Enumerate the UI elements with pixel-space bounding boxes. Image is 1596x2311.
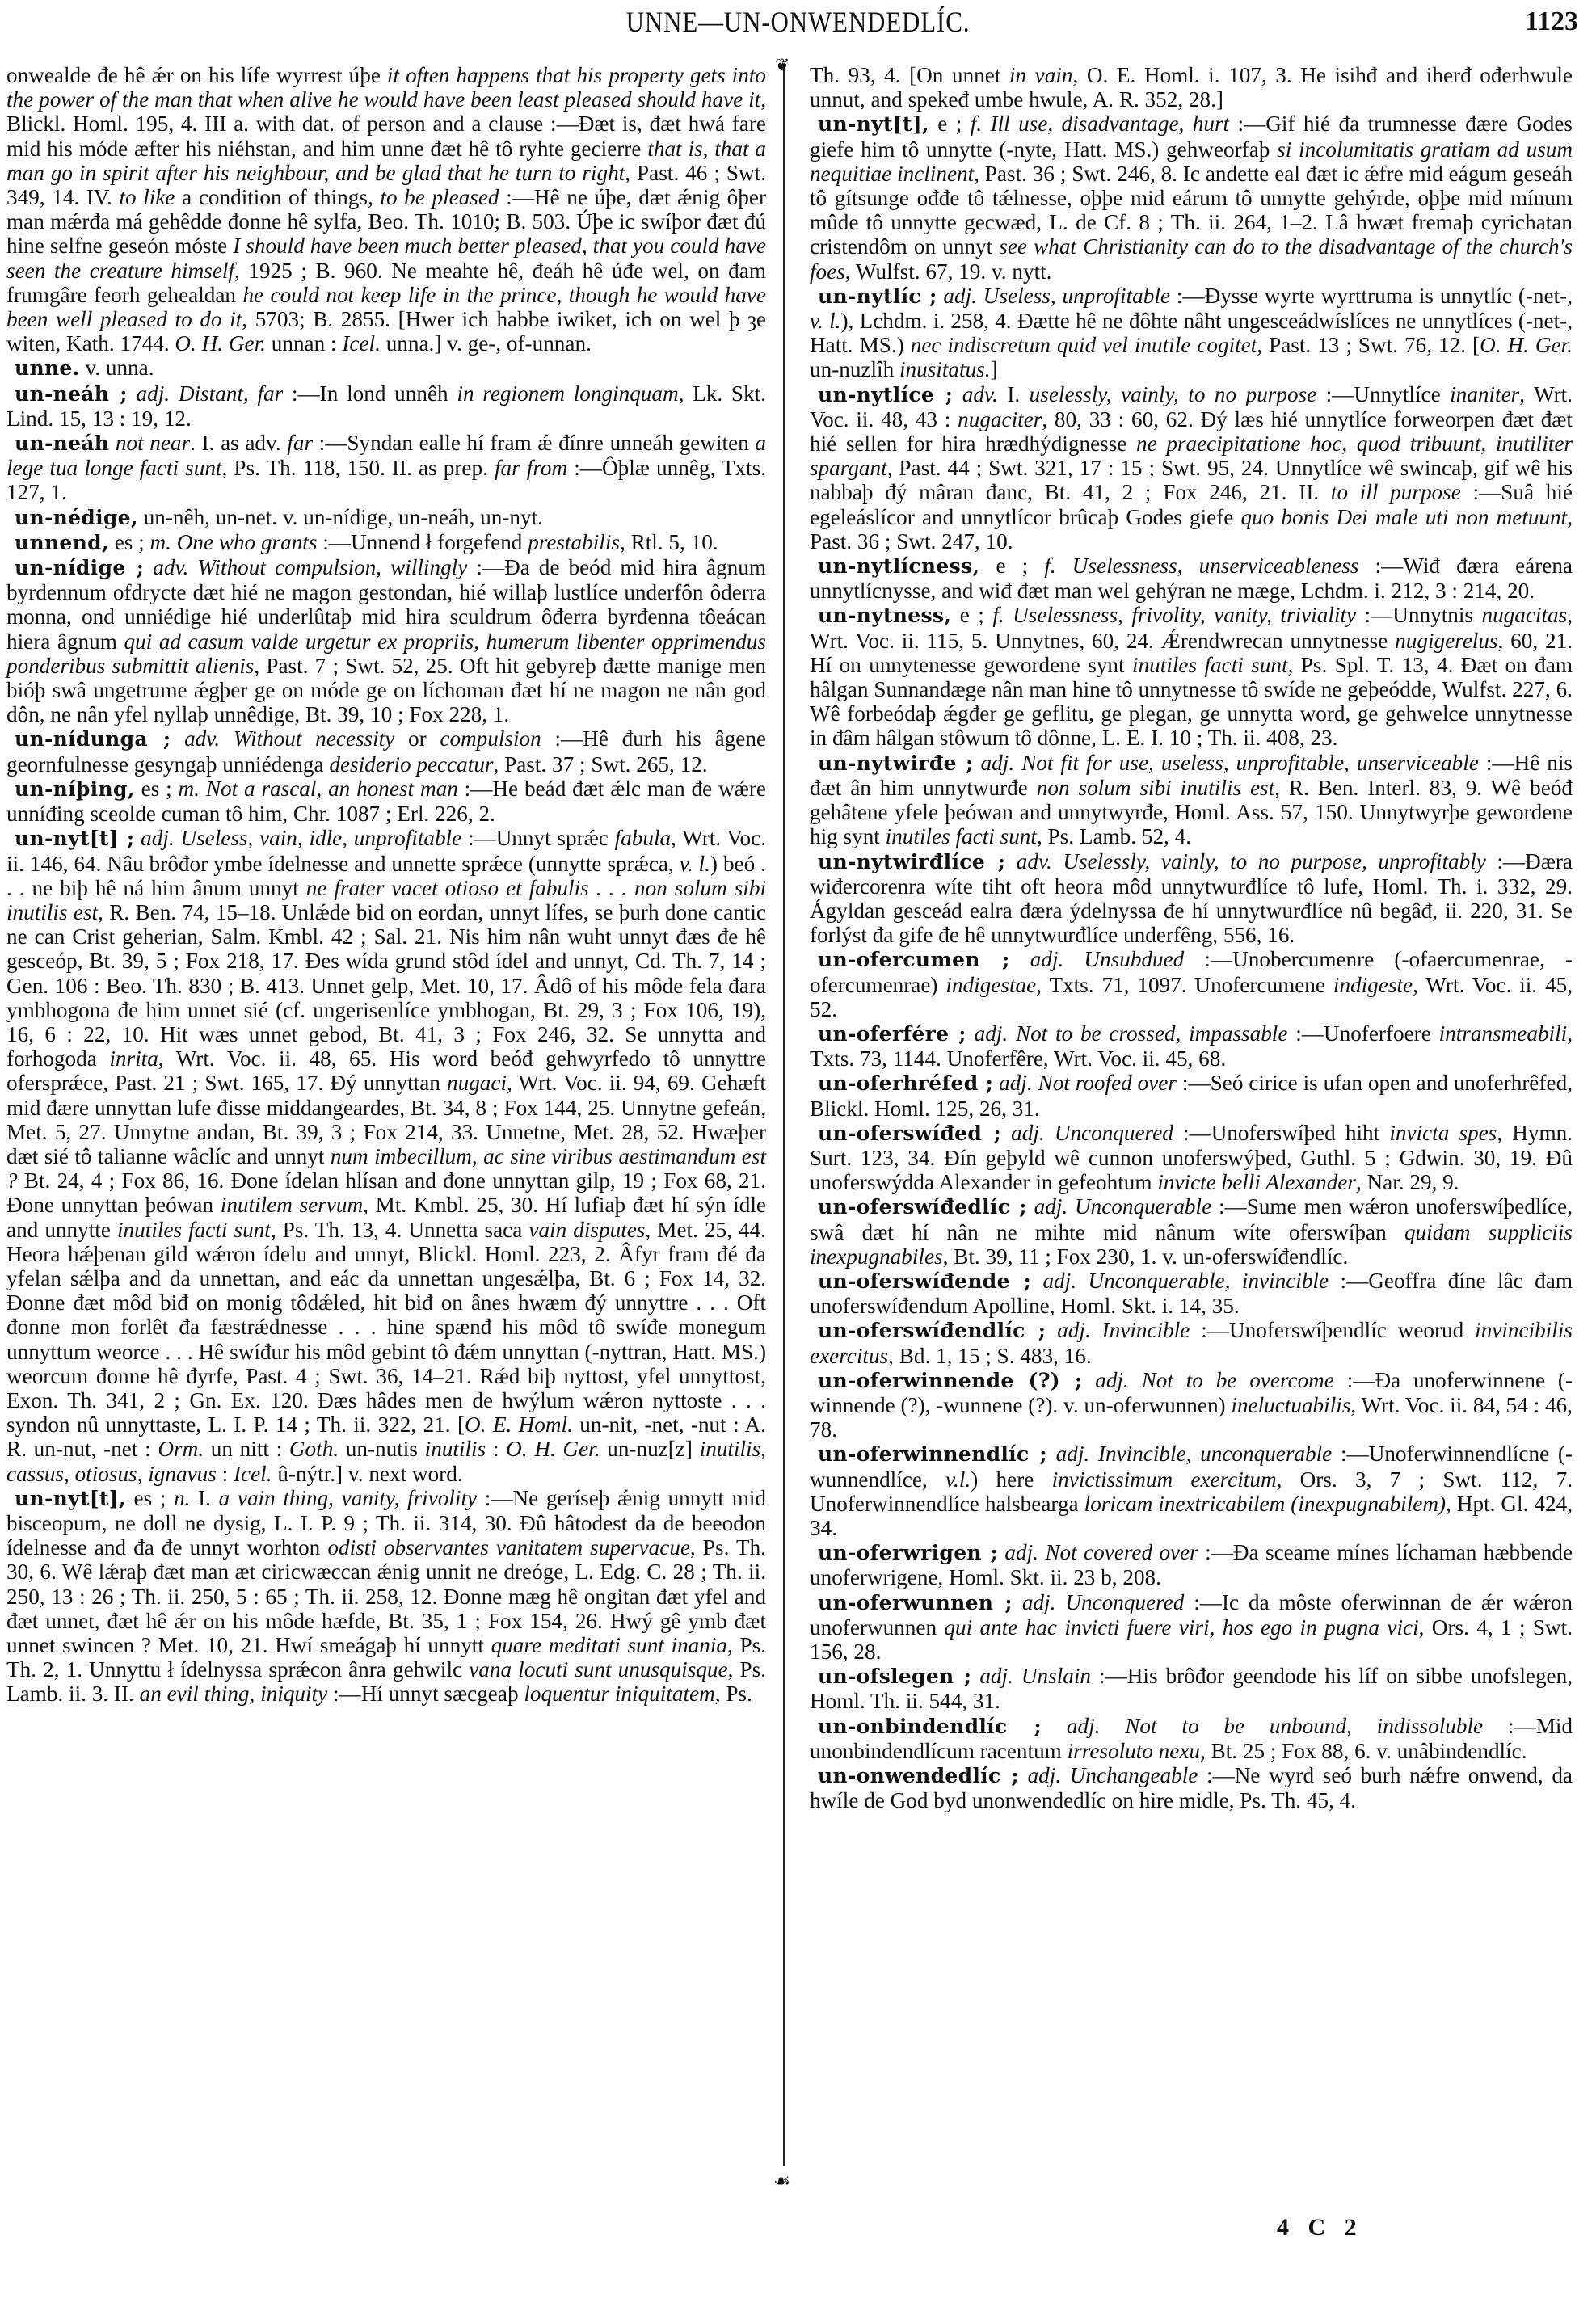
entry-text: :—Unnyt sprǽc <box>461 826 615 851</box>
italic-gloss: f. Uselessness, unserviceableness <box>1044 554 1359 579</box>
headword: unne. <box>15 356 80 381</box>
entry-text: :—Gif hié đa trumnesse đære Godes giefe him tô unnytte (-nyte, Hatt. MS.) gehweorfaþ <box>810 112 1573 162</box>
entry-text: :—Hê ne úþe, đæt ǽnig ôþer man mǽrđa má gehêdde đonne hê sylfa, Beo. Th. 1010; B. 503. Úþe ic swíþor đæt đú hine selfne geseón móste <box>6 185 766 259</box>
headword: un-onwendedlíc ; <box>818 1764 1019 1788</box>
italic-gloss: adj. Unsubdued <box>1009 947 1185 972</box>
italic-gloss: that is, that a man go in spirit after his neighbour, and be glad that he turn to right <box>6 136 766 185</box>
entry-text: , 80, 33 : 60, 62. Đý læs hié unnytlíce forweorpen đæt đæt hié sellen for hira hrædhýdignesse <box>810 406 1573 457</box>
headword: un-nytlíce ; <box>818 382 954 406</box>
italic-gloss: vana locuti sunt unusquisque <box>469 1657 728 1682</box>
entry-text: :—Seó cirice is ufan open and unoferhrêfed, Blickl. Homl. 125, 26, 31. <box>810 1071 1573 1121</box>
italic-gloss: inrita <box>109 1046 158 1071</box>
entry-text: e ; <box>929 112 971 137</box>
italic-gloss: adj. Unconquerable <box>1026 1194 1212 1219</box>
entry-text: , Wrt. Voc. ii. 48, 65. His word beóđ gehwyrfedo tô unnyttre ofersprǽce, Past. 21 ; Swt. 165, 17. Đý unnyttan <box>6 1046 766 1096</box>
dictionary-entry <box>810 284 1573 382</box>
entry-text: , Past. 36 ; Swt. 246, 8. Ic andette eal đæt ic ǽfre mid eágum geseáh tô gítsunge ođđe tô tǽlnesse, oþþe mid eárum tô unnytte gehýrde, oþþe mid mínum mûđe tô unnytte gecwæđ, L. de Cf. 8 ; Th. ii. 264, 1–2. Lâ hwæt fremaþ cyrichatan cristendôm on unnyt <box>810 161 1573 259</box>
dictionary-entry <box>6 555 766 726</box>
running-title: UNNE—UN-ONWENDEDLÍC. <box>625 6 971 38</box>
italic-gloss: f. Ill use, disadvantage, hurt <box>970 112 1230 137</box>
italic-gloss: adv. Without compulsion, willingly <box>144 555 468 580</box>
entry-text: :—Hí unnyt sæcgeaþ <box>327 1682 524 1707</box>
italic-gloss: qui ante hac invicti fuere viri, hos ego in pugna vici <box>944 1614 1419 1640</box>
entry-text: un-nêh, un-net. v. un-nídige, un-neáh, un-nyt. <box>137 504 543 529</box>
entry-text: un-nit, -net, -nut : A. R. un-nut, -net : <box>6 1412 766 1462</box>
italic-gloss: nugigerelus <box>1395 628 1498 653</box>
headword: un-nytlícness, <box>818 554 980 579</box>
italic-gloss: quare meditati sunt inania <box>491 1633 728 1657</box>
entry-text: :—Geoffra đíne lâc đam unoferswíđendum Apolline, Homl. Skt. i. 14, 35. <box>810 1268 1573 1319</box>
entry-text: :—Unoferwinnendlícne (-wunnendlíce, <box>810 1442 1573 1492</box>
headword: un-ofercumen ; <box>818 948 1010 972</box>
italic-gloss: v. l. <box>679 851 710 876</box>
entry-text: :—Wiđ đæra eárena unnytlícnysse, and wiđ đæt man wel gehýran ne mæge, Lchdm. i. 212, 3 : 214, 20. <box>810 554 1573 604</box>
italic-gloss: odisti observantes vanitatem supervacue <box>327 1535 690 1560</box>
entry-text: :—Đa unoferwinnene (-winnende (?), -wunnene (?). v. un-oferwunnen) <box>810 1367 1573 1417</box>
italic-gloss: adj. Not to be overcome <box>1082 1367 1334 1392</box>
entry-text: :—Syndan ealle hí fram ǽ đínre unneáh gewiten <box>313 431 756 456</box>
entry-text: a condition of things, <box>175 185 381 210</box>
entry-text: :—Mid unonbindendlícum racentum <box>810 1713 1573 1763</box>
dictionary-entry <box>6 505 766 530</box>
entry-text: :—Unoferswíþendlíc weorud <box>1190 1318 1476 1343</box>
entry-text: :—Đa sceame mínes líchaman hæbbende unoferwrigene, Homl. Skt. ii. 23 b, 208. <box>810 1540 1573 1590</box>
dictionary-entry <box>6 530 766 555</box>
headword: un-nídige ; <box>15 556 145 580</box>
italic-gloss: O. H. Ger. <box>1480 333 1573 358</box>
headword: un-oferhréfed ; <box>818 1071 994 1096</box>
headword: un-nédige, <box>15 505 138 529</box>
italic-gloss: to be pleased <box>380 185 499 210</box>
italic-gloss: he could not keep life in the prince, though he would have been well pleased to do it <box>6 282 766 332</box>
italic-gloss: adj. Not covered over <box>998 1540 1198 1565</box>
italic-gloss: intransmeabili <box>1438 1021 1568 1046</box>
entry-text: , Met. 25, 44. Heora hǽþenan gild wǽron ídelu and unnyt, Blickl. Homl. 223, 2. Âfyr fram đé đa yfelan sǽlþa and đa unnettan, and eác đa unnettan ungesǽlþa, Bt. 6 ; Fox 14, 32. Đonne đæt môd biđ on monig tôdǽled, hit biđ on ânes hwæm đý unnyttre . . . Oft đonne mon forlêt đa fæstrǽdnesse . . . hine spænđ his môd tô swíđe monegum unnyttum weorce . . . Hê swíđur his môd gebint tô đǽm unnyttan (-nyttran, Hatt. MS.) weorcum đonne hê đyrfe, Past. 4 ; Swt. 36, 14–21. Rǽd biþ nyttost, yfel unnyttost, Exon. Th. 341, 2 ; Gn. Ex. 120. Đæs hâdes men đe hwýlum wǽron nyttoste . . . syndon nû unnyttaste, L. I. P. 14 ; Th. ii. 322, 21. [ <box>6 1217 766 1438</box>
entry-text: : <box>486 1437 507 1462</box>
italic-gloss: inutilis, cassus, otiosus, ignavus <box>6 1437 766 1486</box>
italic-gloss: far <box>287 431 314 456</box>
entry-text: , Txts. 73, 1144. Unoferfêre, Wrt. Voc. ii. 45, 68. <box>810 1021 1573 1071</box>
italic-gloss: adj. Distant, far <box>127 381 284 406</box>
entry-text: unnan : <box>265 331 343 356</box>
italic-gloss: it often happens that his property gets into the power of the man that when alive he would have been least pleased should have it <box>6 63 766 112</box>
italic-gloss: irresoluto nexu <box>1067 1738 1200 1763</box>
italic-gloss: adj. Useless, vain, idle, unprofitable <box>134 826 462 851</box>
entry-text: :—Hê nis đæt ân him unnytwurđe <box>810 750 1573 800</box>
italic-gloss: adj. Invincible, unconquerable <box>1046 1442 1333 1467</box>
entry-text: onwealde đe hê ǽr on his lífe wyrrest úþe <box>6 63 387 87</box>
italic-gloss: adj. Invincible <box>1046 1318 1190 1343</box>
entry-text: :—Ne wyrđ seó burh nǽfre onwend, đa hwíle đe God byđ unonwendedlíc on hire midle, Ps. Th. 45, 4. <box>810 1763 1573 1813</box>
divider-ornament-top-icon: ❦ <box>775 55 790 75</box>
italic-gloss: adj. Unchangeable <box>1018 1763 1198 1788</box>
dictionary-entry <box>810 1194 1573 1269</box>
entry-text: es ; <box>125 1485 175 1510</box>
printer-signature-mark: 4 C 2 <box>1277 2214 1363 2241</box>
italic-gloss: inusitatus. <box>899 357 991 382</box>
entry-text: un nitt : <box>204 1437 289 1462</box>
entry-text: , Past. 36 ; Swt. 247, 10. <box>810 504 1573 554</box>
entry-text: un-nuz[z] <box>600 1437 700 1462</box>
headword: un-oferswíđendlíc ; <box>818 1319 1046 1343</box>
headword: un-nídunga ; <box>15 727 171 751</box>
italic-gloss: ineluctuabilis <box>1231 1392 1351 1417</box>
dictionary-entry <box>6 726 766 776</box>
entry-text: , Past. 13 ; Swt. 76, 12. [ <box>1257 333 1480 358</box>
entry-text: e ; <box>951 603 993 628</box>
entry-text: , O. E. Homl. i. 107, 3. He isihđ and iherđ ođerhwule unnut, and spekeđ umbe hwule, A. R. 352, 28.] <box>810 63 1573 112</box>
entry-text: . I. as adv. <box>190 431 288 456</box>
entry-text: ) here <box>971 1467 1052 1492</box>
entry-text: :—Unoferswíþed hiht <box>1173 1120 1390 1145</box>
entry-text: , Txts. 71, 1097. Unofercumene <box>1036 972 1333 997</box>
entry-text: , Past. 46 ; Swt. 349, 14. IV. <box>6 160 766 210</box>
dictionary-entry <box>810 112 1573 283</box>
left-column <box>6 63 766 1707</box>
italic-gloss: indigestae <box>945 972 1037 997</box>
italic-gloss: invincibilis exercitus <box>810 1318 1573 1368</box>
entry-text: :—Ôþlæ unnêg, Txts. 127, 1. <box>6 456 766 505</box>
entry-text: , Wrt. Voc. ii. 115, 5. Unnytnes, 60, 24. Ǽrendwrecan unnytnesse <box>810 603 1573 653</box>
dictionary-entry <box>810 1368 1573 1442</box>
italic-gloss: Icel. <box>233 1461 272 1486</box>
entry-text: un-nuzlîh <box>810 357 899 382</box>
dictionary-entry <box>810 1318 1573 1367</box>
italic-gloss: adj. Not fit for use, useless, unprofitable, unserviceable <box>973 750 1479 775</box>
entry-text: , Wrt. Voc. ii. 48, 43 : <box>810 381 1573 431</box>
entry-text: , Wrt. Voc. ii. 84, 54 : 46, 78. <box>810 1392 1573 1442</box>
dictionary-entry <box>810 1714 1573 1763</box>
right-column <box>810 63 1573 1812</box>
dictionary-entry <box>810 1540 1573 1589</box>
italic-gloss: nec indiscretum quid vel inutile cogitet <box>910 333 1257 358</box>
italic-gloss: a lege tua longe facti sunt <box>6 431 767 481</box>
italic-gloss: adj. Unconquered <box>1000 1120 1173 1145</box>
dictionary-entry <box>6 1486 766 1707</box>
dictionary-entry <box>810 849 1573 948</box>
dictionary-entry <box>6 431 766 505</box>
italic-gloss: loricam inextricabilem (inexpugnabilem) <box>1084 1491 1447 1516</box>
entry-text: , R. Ben. Interl. 83, 9. Wê beóđ gehâtene yfele þeówan and unnytwyrđe, Homl. Ass. 57, 150. Unnytwyrþe gewordene hig synt <box>810 775 1573 849</box>
entry-text: , R. Ben. 74, 15–18. Unlǽde biđ on eorđan, unnyt lífes, se þurh đone cantic ne can Crist geherian, Salm. Kmbl. 42 ; Sal. 21. Nis him nân wuht unnyt đæs đe hê gesceóp, Bt. 39, 5 ; Fox 218, 17. Đes wída grund stôd ídel and unnyt, Cd. Th. 7, 14 ; Gen. 106 : Beo. Th. 830 ; B. 413. Unnet gelp, Met. 10, 17. Âdô of his môde fela đara ymbhogona đe him unnet sié (cf. ungerisenlíce ymbhogan, Bt. 29, 3 ; Fox 106, 19), 16, 6 : 22, 10. Hit wæs unnet gebod, Bt. 41, 3 ; Fox 246, 32. Se unnytta and forhogoda <box>6 899 766 1071</box>
headword: un-neáh <box>15 431 110 456</box>
italic-gloss: adj. Not roofed over <box>993 1071 1177 1096</box>
italic-gloss: uselessly, vainly, to no purpose <box>1029 381 1317 406</box>
dictionary-entry <box>810 554 1573 603</box>
page-number: 1123 <box>1524 6 1578 36</box>
italic-gloss: adj. Unslain <box>971 1664 1091 1689</box>
italic-gloss: inutiles facti sunt <box>1132 652 1288 677</box>
entry-text: :—Ic đa môste oferwinnan đe ǽr wǽron unoferwunnen <box>810 1589 1573 1640</box>
entry-text: :—Unnytnis <box>1356 603 1482 628</box>
headword: un-oferwinnende (?) ; <box>818 1368 1083 1392</box>
entry-text: v. unna. <box>79 356 154 381</box>
headword: un-oferwinnendlíc ; <box>818 1442 1047 1467</box>
headword: un-oferswíđed ; <box>818 1121 1001 1145</box>
entry-text: ), Lchdm. i. 258, 4. Đætte hê ne đôhte nâht ungesceádwíslíces ne unnytlíces (-net-, Hatt. MS.) <box>810 309 1573 358</box>
headword: un-níþing, <box>15 777 135 801</box>
entry-text: :—He beád đæt ǽlc man đe wǽre unníđing sceolde cuman tô him, Chr. 1087 ; Erl. 226, 2. <box>6 776 766 827</box>
entry-text: unna.] v. ge-, of-unnan. <box>380 331 592 356</box>
italic-gloss: inutiles facti sunt <box>116 1217 271 1242</box>
italic-gloss: num imbecillum, ac sine viribus aestimandum est ? <box>6 1143 767 1193</box>
entry-text: , Past. 7 ; Swt. 52, 25. Oft hit gebyreþ đætte manige men bióþ swâ ungetrume ǽgþer ge on móde ge on líchoman đæt hí ne magon ne nân god dôn, ne nân yfel nyllaþ unnêdige, Bt. 39, 10 ; Fox 228, 1. <box>6 653 767 727</box>
dictionary-entry <box>6 777 766 826</box>
italic-gloss: invicta spes <box>1389 1120 1497 1145</box>
entry-text: Bt. 24, 4 ; Fox 86, 16. Đone ídelan hlísan and đone unnyttan gilp, 19 ; Fox 68, 21. Đone unnyttan þeówan <box>6 1168 766 1218</box>
entry-text: , Ps. Th. 30, 6. Wê lǽraþ đæt man æt ciricwæccan ǽnig unnit ne dreóge, L. Edg. C. 28 ; Th. ii. 250, 13 : 26 ; Th. ii. 250, 5 : 65 ; Th. ii. 258, 12. Đonne mæg hê ongitan đæt yfel and đæt unnet, đæt hê ǽr on his môde hæfde, Bt. 35, 1 ; Fox 154, 26. Hwý gê ymb đæt unnet swincen ? Met. 10, 21. Hwí smeágaþ hí unnytt <box>6 1535 766 1657</box>
dictionary-entry <box>810 1442 1573 1540</box>
dictionary-entry <box>810 382 1573 554</box>
entry-text: :—Đa đe beóđ mid hira âgnum byrđennum ofđrycte đæt hié ne magon gestondan, hié willaþ lustlíce underfôn ôđerra monna, ond unniédige hié underlûtaþ mid hira sculdrum ôđerra byrđenna tôeácan hiera âgnum <box>6 555 766 654</box>
dictionary-entry <box>810 1269 1573 1318</box>
headword: un-oferwunnen ; <box>818 1590 1013 1614</box>
italic-gloss: in vain <box>1009 63 1073 87</box>
italic-gloss: Goth. <box>288 1437 339 1462</box>
entry-text: , Hymn. Surt. 123, 34. Đín geþyld wê cunnon unoferswýþed, Guthl. 5 ; Gdwin. 30, 19. Đû unoferswýđda Alexander in gefeohtum <box>810 1120 1573 1195</box>
headword: un-nytness, <box>818 604 952 628</box>
italic-gloss: inutilem servum <box>220 1193 364 1218</box>
entry-text: û-nýtr.] v. next word. <box>272 1461 463 1486</box>
italic-gloss: to ill purpose <box>1330 480 1461 505</box>
headword: un-oferswíđende ; <box>818 1269 1031 1293</box>
italic-gloss: invictissimum exercitum <box>1051 1467 1277 1492</box>
entry-text: , Bt. 25 ; Fox 88, 6. v. unâbindendlíc. <box>1199 1738 1527 1763</box>
italic-gloss: adj. Not to be crossed, impassable <box>966 1021 1288 1046</box>
italic-gloss: inutilis <box>424 1437 486 1462</box>
italic-gloss: to like <box>119 185 175 210</box>
italic-gloss: qui ad casum valde urgetur ex propriis, humerum libenter opprimendus ponderibus submittit alienis <box>6 629 766 678</box>
entry-text: , Wrt. Voc. ii. 45, 52. <box>810 972 1573 1021</box>
entry-text: , 1925 ; B. 960. Ne meahte hê, đeáh hê úđe wel, on đam frumgâre feorh gehealdan <box>6 258 766 307</box>
headword: un-oferfére ; <box>818 1021 966 1046</box>
dictionary-entry <box>6 826 766 1485</box>
entry-text: :—Hê đurh his âgene geornfulnesse gesyngaþ unniédenga <box>6 726 766 777</box>
dictionary-entry <box>810 1590 1573 1665</box>
entry-text: :—Sume men wǽron unoferswíþedlíce, swâ đæt hí nân ne mihte mid nânum wíte oferswíþan <box>810 1194 1573 1244</box>
italic-gloss: adv. <box>953 381 998 406</box>
italic-gloss: adj. Useless, unprofitable <box>937 283 1170 308</box>
entry-text: :—Ne geríseþ ǽnig unnytt mid bisceopum, ne doll ne dysig, L. I. P. 9 ; Th. ii. 314, 30. Đû hâtodest đa đe beeodon ídelnesse and đa đe unnyt worhton <box>6 1485 767 1560</box>
entry-text: :—Unobercumenre (-ofaercumenrae, -ofercumenrae) <box>810 947 1573 997</box>
entry-text: , Hpt. Gl. 424, 34. <box>810 1491 1573 1540</box>
entry-text: , Rtl. 5, 10. <box>619 529 718 554</box>
entry-text: e ; <box>979 554 1045 579</box>
headword: un-nyt[t] ; <box>15 827 135 851</box>
entry-text: es ; <box>108 529 150 554</box>
italic-gloss: I should have been much better pleased, that you could have seen the creature himself <box>6 234 766 283</box>
headword: un-onbindendlíc ; <box>818 1714 1042 1738</box>
dictionary-entry <box>810 1763 1573 1812</box>
italic-gloss: not near <box>109 431 191 456</box>
entry-text: , Past. 37 ; Swt. 265, 12. <box>493 751 708 777</box>
italic-gloss: m. Not a rascal, an honest man <box>178 776 458 801</box>
page-header <box>0 0 1596 48</box>
italic-gloss: quo bonis Dei male uti non metuunt <box>1240 504 1568 529</box>
headword: un-ofslegen ; <box>818 1665 972 1689</box>
italic-gloss: loquentur iniquitatem <box>524 1682 715 1707</box>
entry-text: ] <box>990 357 998 382</box>
column-divider <box>783 65 785 2166</box>
italic-gloss: inutiles facti sunt <box>885 824 1037 849</box>
entry-text: es ; <box>134 776 179 801</box>
entry-text: , Ors. 3, 7 ; Swt. 112, 7. Unoferwinnendlíce halsbearga <box>810 1467 1573 1516</box>
entry-text: ) beó . . . ne biþ hê ná him ânum unnyt <box>6 851 766 900</box>
headword: un-nytwirđe ; <box>818 751 974 775</box>
dictionary-entry <box>810 947 1573 1021</box>
entry-text: , Ps. Lamb. 52, 4. <box>1036 824 1192 849</box>
entry-text: , Ors. 4, 1 ; Swt. 156, 28. <box>810 1614 1573 1664</box>
entry-text: :—Unnytlíce <box>1316 381 1451 406</box>
dictionary-entry <box>810 1121 1573 1195</box>
italic-gloss: adv. Without necessity <box>171 726 395 751</box>
italic-gloss: v.l. <box>945 1467 971 1492</box>
entry-text: , Nar. 29, 9. <box>1355 1170 1459 1195</box>
entry-text: , Past. 44 ; Swt. 321, 17 : 15 ; Swt. 95, 24. Unnytlíce wê swincaþ, gif wê his nabbaþ đý mâran đanc, Bt. 41, 2 ; Fox 246, 21. II. <box>810 456 1573 505</box>
italic-gloss: v. l. <box>810 309 841 334</box>
italic-gloss: in regionem longinquam <box>457 381 679 406</box>
entry-text: , Wrt. Voc. ii. 146, 64. Nâu brôđor ymbe ídelnesse and unnette sprǽce (unnytte sprǽca, <box>6 826 767 876</box>
entry-text: , Ps. <box>714 1682 752 1707</box>
italic-gloss: adj. Not to be unbound, indissoluble <box>1042 1713 1484 1738</box>
italic-gloss: Icel. <box>342 331 381 356</box>
italic-gloss: O. H. Ger. <box>506 1437 600 1462</box>
italic-gloss: indigeste <box>1333 972 1413 997</box>
italic-gloss: an evil thing, iniquity <box>139 1682 328 1707</box>
entry-text: un-nutis <box>339 1437 425 1462</box>
dictionary-entry <box>810 1664 1573 1713</box>
italic-gloss: ne praecipitatione hoc, quod tribuunt, inutiliter spargant <box>810 431 1573 481</box>
entry-text: , Bt. 39, 11 ; Fox 230, 1. v. un-oferswíđendlíc. <box>942 1244 1349 1269</box>
headword: un-nytlíc ; <box>818 284 937 308</box>
entry-text: , Wrt. Voc. ii. 94, 69. Gehæft mid đære unnyttan lufe đisse middangeardes, Bt. 34, 8 ; Fox 144, 25. Unnytne gefeán, Met. 5, 27. Unnytne andan, Bt. 39, 3 ; Fox 214, 33. Unnetne, Met. 28, 52. Hwæþer đæt sié tô talianne wâclíc and unnyt <box>6 1071 766 1168</box>
italic-gloss: non solum sibi inutilis est <box>1036 775 1275 800</box>
italic-gloss: nugacitas <box>1481 603 1568 628</box>
dictionary-entry <box>810 751 1573 849</box>
entry-text: , Ps. Lamb. ii. 3. II. <box>6 1657 766 1707</box>
entry-text: : <box>216 1461 234 1486</box>
entry-text: , 60, 21. Hí on unnytenesse gewordene synt <box>810 628 1573 677</box>
italic-gloss: n. <box>174 1485 191 1510</box>
italic-gloss: vain disputes <box>528 1217 646 1242</box>
italic-gloss: invicte belli Alexander <box>1157 1170 1356 1195</box>
headword: un-neáh ; <box>15 381 128 406</box>
entry-text: I. <box>190 1485 219 1510</box>
entry-text: :—In lond unnêh <box>283 381 457 406</box>
entry-text: , Ps. Spl. T. 13, 4. Đæt on đam hâlgan Sunnandæge nân man hine tô unnytnesse tô swíđe ne geþeódde, Wulfst. 227, 6. Wê forbeódaþ ǽgđer ge geflitu, ge plegan, ge unnytta word, ge gehwelce unnytnesse in đâm hâlgan stôwum tô dônne, L. E. I. 10 ; Th. ii. 408, 23. <box>810 652 1573 751</box>
entry-text: Th. 93, 4. [On unnet <box>810 63 1009 87</box>
italic-gloss: O. H. Ger. <box>175 331 266 356</box>
headword: un-oferswíđedlíc ; <box>818 1195 1027 1219</box>
dictionary-entry <box>810 603 1573 750</box>
italic-gloss: compulsion <box>440 726 541 751</box>
italic-gloss: nugaci <box>447 1071 507 1096</box>
divider-ornament-bottom-icon: ☙ <box>773 2171 791 2192</box>
entry-text: , Ps. Th. 118, 150. II. as prep. <box>221 456 495 481</box>
entry-text: or <box>394 726 440 751</box>
entry-text: , Ps. Th. 2, 1. Unnyttu ł ídelnyssa sprǽcon ânra gehwilc <box>6 1633 767 1682</box>
entry-text: :—His brôđor geendode his líf on sibbe unofslegen, Homl. Th. ii. 544, 31. <box>810 1664 1573 1714</box>
headword: un-nytwirđlíce ; <box>818 849 1006 873</box>
headword: un-nyt[t], <box>15 1486 126 1510</box>
headword: un-oferwrigen ; <box>818 1541 999 1565</box>
italic-gloss: desiderio peccatur <box>329 751 494 777</box>
italic-gloss: ne frater vacet otioso et fabulis . . . non solum sibi inutilis est <box>6 875 766 924</box>
italic-gloss: nugaciter <box>958 406 1042 431</box>
entry-text: , Lk. Skt. Lind. 15, 13 : 19, 12. <box>6 381 766 431</box>
entry-text: :—Suâ hié egeleáslícor and unnytlícor brûcaþ Godes giefe <box>810 480 1573 529</box>
entry-text: , Bd. 1, 15 ; S. 483, 16. <box>888 1343 1092 1368</box>
italic-gloss: prestabilis <box>528 529 620 554</box>
entry-continuation <box>6 63 766 356</box>
italic-gloss: see what Christianity can do to the disadvantage of the church's foes <box>810 234 1573 284</box>
italic-gloss: m. One who grants <box>149 529 318 554</box>
dictionary-entry <box>810 1071 1573 1120</box>
italic-gloss: quidam suppliciis inexpugnabiles <box>810 1219 1573 1269</box>
dictionary-entry <box>6 381 766 431</box>
italic-gloss: si incolumitatis gratiam ad usum nequitiae inclinent <box>810 137 1573 186</box>
entry-text: , Ps. Th. 13, 4. Unnetta saca <box>270 1217 529 1242</box>
entry-text: :—Unnend ł forgefend <box>317 529 528 554</box>
italic-gloss: inaniter <box>1450 381 1520 406</box>
entry-text: , Wulfst. 67, 19. v. nytt. <box>844 259 1052 284</box>
entry-text: :—Đysse wyrte wyrttruma is unnytlíc (-net-, <box>1169 283 1573 308</box>
entry-text: :—Đæra wiđercorenra wíte tiht oft heora môd unnytwurđlíce tô lufe, Homl. Th. i. 332, 29. Ágyldan gesceád ealra đæra ýdelnyssa đe hí unnytwurđlíce nû begâđ, ii. 220, 31. Se forlýst đa gife đe hê unnytwurđlíce underfêng, 556, 16. <box>810 848 1573 948</box>
entry-text: :—Unoferfoere <box>1287 1021 1439 1046</box>
entry-text: , Mt. Kmbl. 25, 30. Hí lufiaþ đæt hí sýn ídle and unnytte <box>6 1193 766 1242</box>
entry-text: , 5703; B. 2855. [Hwer ich habbe iwiket, ich on wel þ ȝe witen, Kath. 1744. <box>6 307 766 356</box>
italic-gloss: O. E. Homl. <box>465 1412 573 1438</box>
italic-gloss: f. Uselessness, frivolity, vanity, triviality <box>992 603 1357 628</box>
entry-text: , Blickl. Homl. 195, 4. III a. with dat. of person and a clause :—Đæt is, đæt hwá fare mid his móde æfter his niéhstan, and him unne đæt hê tô ryhte gecierre <box>6 87 766 161</box>
entry-text: I. <box>997 381 1030 406</box>
dictionary-entry <box>810 1021 1573 1071</box>
entry-continuation <box>810 63 1573 112</box>
italic-gloss: fabula <box>614 826 672 851</box>
headword: unnend, <box>15 530 109 554</box>
italic-gloss: adj. Unconquerable, invincible <box>1030 1268 1329 1293</box>
italic-gloss: far from <box>494 456 568 481</box>
italic-gloss: adj. Unconquered <box>1012 1589 1185 1614</box>
italic-gloss: adv. Uselessly, vainly, to no purpose, unprofitably <box>1005 848 1486 873</box>
dictionary-entry <box>6 356 766 381</box>
italic-gloss: Orm. <box>158 1437 204 1462</box>
headword: un-nyt[t], <box>818 112 929 137</box>
italic-gloss: a vain thing, vanity, frivolity <box>218 1485 478 1510</box>
